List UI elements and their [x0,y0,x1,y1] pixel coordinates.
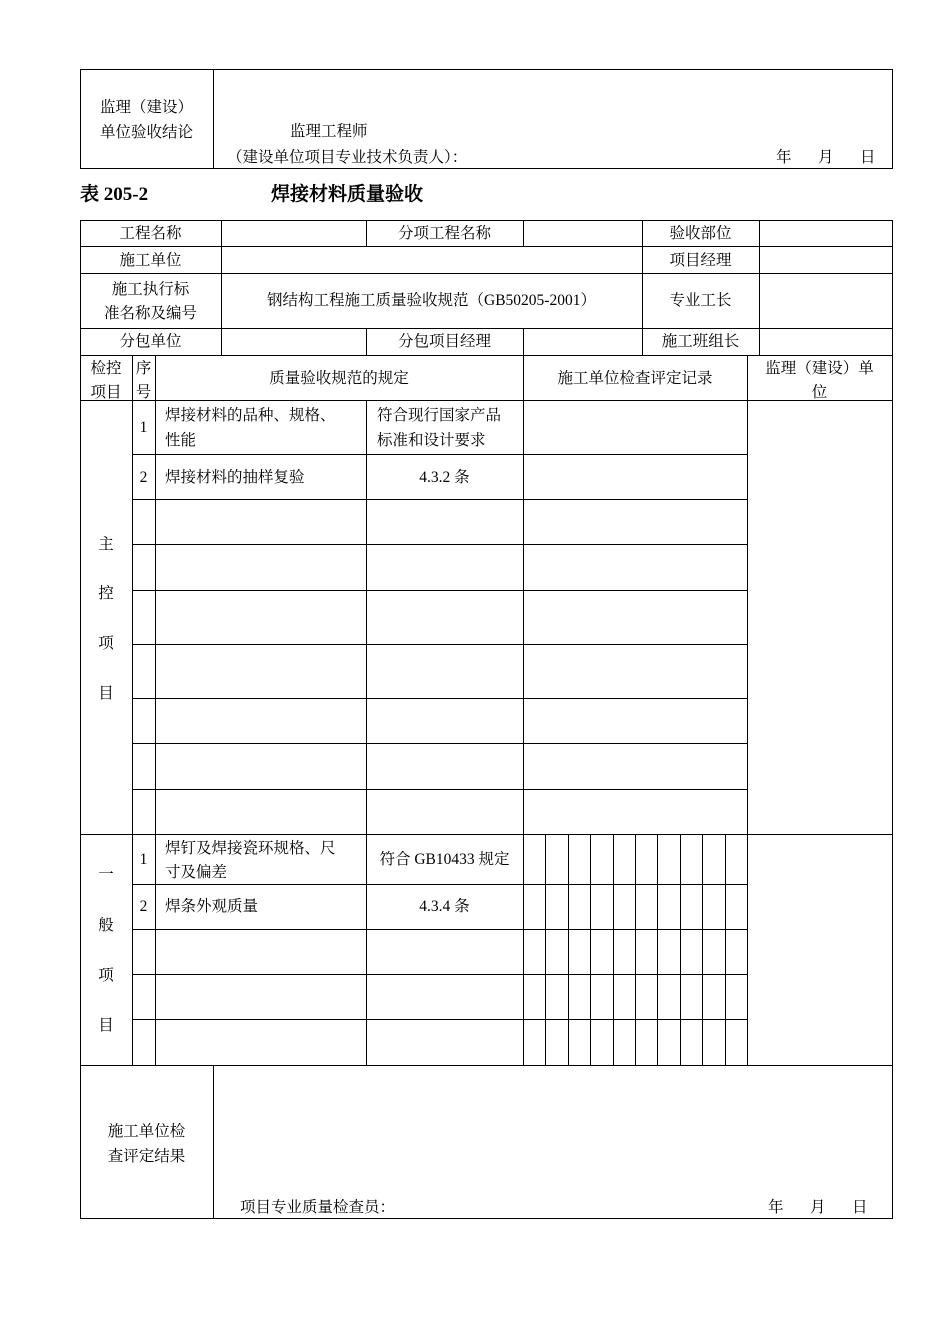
quality-inspector-label: 项目专业质量检查员： [240,1199,396,1216]
project-name-label: 工程名称 [119,225,182,242]
main-control-char-2: 控 [98,585,114,602]
col-item-type-line1: 检控 [90,360,122,377]
supervisor-date-year: 年 [776,149,792,166]
table-number: 表 205-2 [80,184,149,205]
main-row-1-spec-line2: 标准和设计要求 [377,432,486,449]
project-manager-label: 项目经理 [669,252,732,269]
general-row-1-spec: 符合 GB10433 规定 [379,851,510,868]
contractor-date-month: 月 [810,1199,826,1216]
general-row-1-item-line1: 焊钉及焊接瓷环规格、尺 [165,840,336,857]
main-row-1-item-line1: 焊接材料的品种、规格、 [165,407,336,424]
main-row-2-no: 2 [139,469,148,486]
col-seq-line2: 号 [135,384,152,401]
col-spec: 质量验收规范的规定 [269,370,409,387]
main-control-char-4: 目 [98,685,114,702]
general-row-2-no: 2 [139,898,148,915]
main-control-char-3: 项 [98,635,114,652]
supervisor-engineer-label: 监理工程师 [290,123,368,140]
supervisor-label-line1: 监理（建设） [99,99,193,116]
col-item-type-line2: 项目 [90,384,122,401]
general-char-3: 项 [98,967,114,984]
col-supervisor-line1: 监理（建设）单 [765,360,874,377]
col-supervisor-line2: 位 [811,384,828,401]
standard-label-line2: 准名称及编号 [103,305,197,322]
table-title: 焊接材料质量验收 [271,184,424,205]
main-row-2-item: 焊接材料的抽样复验 [165,469,305,486]
contractor-result-label-line1: 施工单位检 [107,1123,186,1140]
supervisor-engineer-sub-label: （建设单位项目专业技术负责人）： [227,149,468,166]
acceptance-part-label: 验收部位 [669,225,732,242]
standard-label-line1: 施工执行标 [111,281,190,298]
general-row-1-item-line2: 寸及偏差 [165,864,228,881]
team-leader-label: 施工班组长 [661,333,740,350]
contractor-result-label-line2: 查评定结果 [107,1148,186,1165]
main-control-char-1: 主 [98,536,114,553]
sub-project-label: 分项工程名称 [397,225,491,242]
main-row-1-no: 1 [139,419,148,436]
supervisor-date-month: 月 [818,149,834,166]
sub-manager-label: 分包项目经理 [397,333,491,350]
general-row-1-no: 1 [139,851,148,868]
general-char-2: 般 [98,917,114,934]
supervisor-date-day: 日 [860,149,876,166]
main-row-2-spec: 4.3.2 条 [419,469,470,486]
col-record: 施工单位检查评定记录 [557,370,713,387]
contractor-date-day: 日 [852,1199,868,1216]
general-row-2-spec: 4.3.4 条 [419,898,470,915]
contractor-date-year: 年 [768,1199,784,1216]
foreman-label: 专业工长 [669,292,732,309]
construction-unit-label: 施工单位 [119,252,182,269]
subcontractor-label: 分包单位 [119,333,182,350]
supervisor-label-line2: 单位验收结论 [99,124,193,141]
standard-value: 钢结构工程施工质量验收规范（GB50205-2001） [267,292,596,309]
general-char-1: 一 [98,866,114,883]
col-seq-line1: 序 [135,360,152,377]
main-row-1-spec-line1: 符合现行国家产品 [377,407,502,424]
general-char-4: 目 [98,1017,114,1034]
main-row-1-item-line2: 性能 [165,432,197,449]
general-row-2-item: 焊条外观质量 [165,898,259,915]
